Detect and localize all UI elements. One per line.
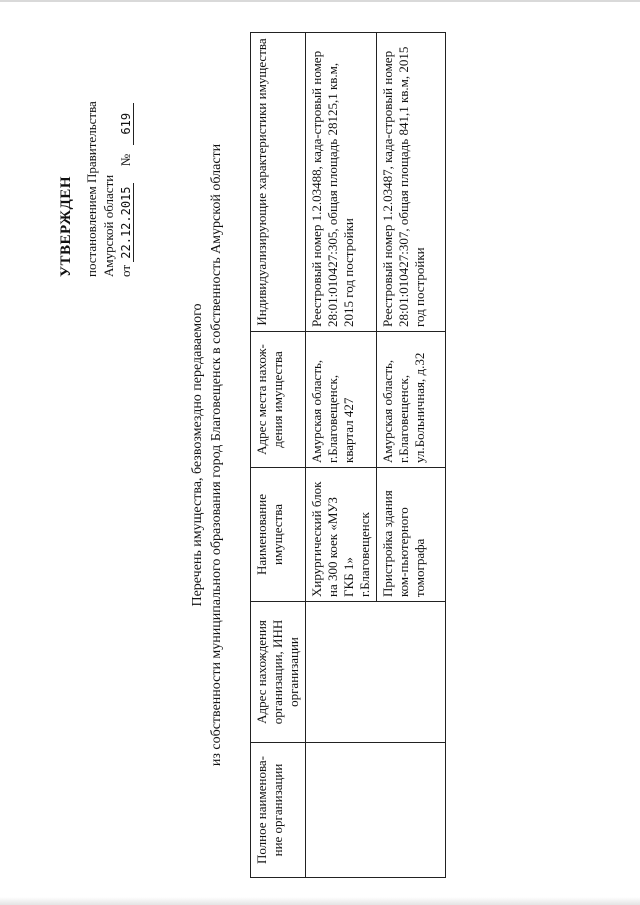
approval-title: УТВЕРЖДЕН (58, 176, 74, 277)
cell-property-characteristics: Реестровый номер 1.2.03487, када-стровый номер 28:01:010427:307, общая площадь 841,1 кв.м, 2015 год постройки (377, 33, 446, 332)
document-title-line-2: из собственности муниципального образования город Благовещенск в собственность Амурской области (209, 143, 224, 767)
date-prefix: от (118, 264, 133, 277)
table-header-row (251, 33, 306, 878)
header-property-address: Адрес места нахож-дения имущества (251, 332, 306, 468)
document-title (188, 105, 226, 805)
cell-org-name (306, 743, 446, 878)
approval-date: 22.12.2015 (119, 183, 134, 261)
table-row (306, 33, 377, 878)
cell-property-address: Амурская область, г.Благовещенск, ул.Больничная, д.32 (377, 332, 446, 468)
approval-date-line (117, 7, 135, 277)
document-title-line-1: Перечень имущества, безвозмездно передаваемого (190, 303, 205, 607)
header-org-address: Адрес нахождения организации, ИНН организации (251, 602, 306, 743)
approval-line-1: постановлением Правительства (84, 101, 99, 277)
number-label: № (118, 153, 133, 167)
cell-property-address: Амурская область, г.Благовещенск, квартал 427 (306, 332, 377, 468)
property-table (250, 32, 446, 878)
cell-property-name: Хирургический блок на 300 коек «МУЗ ГКБ 1» г.Благовещенск (306, 468, 377, 602)
header-property-characteristics: Индивидуализирующие характеристики имущества (251, 33, 306, 332)
cell-property-name: Пристройка здания ком-пьютерного томографа (377, 468, 446, 602)
approval-stamp-block (58, 7, 135, 277)
cell-org-address (306, 602, 446, 743)
cell-property-characteristics: Реестровый номер 1.2.03488, када-стровый номер 28:01:010427:305, общая площадь 28125,1 кв.м, 2015 год постройки (306, 33, 377, 332)
header-org-name: Полное наименова-ние организации (251, 743, 306, 878)
approval-number: 619 (119, 103, 134, 145)
approval-line-2: Амурской области (101, 174, 116, 277)
header-property-name: Наименование имущества (251, 468, 306, 602)
